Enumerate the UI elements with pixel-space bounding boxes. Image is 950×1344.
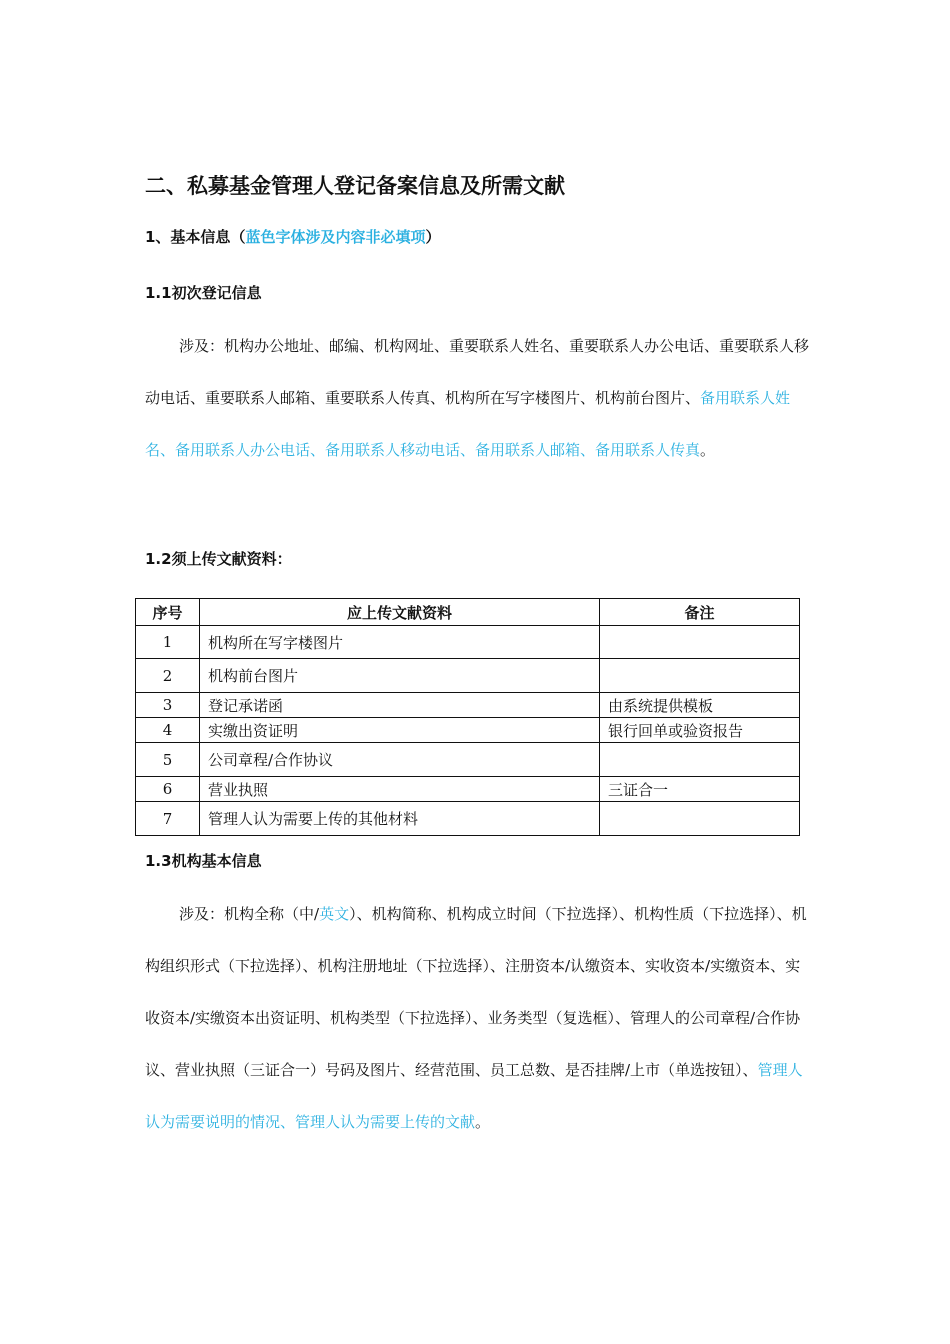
section1-1-title: 1.1初次登记信息 [145,284,262,302]
section1-title-suffix: ） [425,228,441,246]
row-doc: 机构所在写字楼图片 [200,626,600,659]
table-row [136,626,800,659]
table-row [136,777,800,802]
header-no: 序号 [136,599,200,626]
row-doc: 登记承诺函 [200,693,600,718]
section1-3-text-c-blue: 管理人认为需要说明的情况、管理人认为需要上传的文献 [145,1061,803,1131]
row-no: 6 [136,777,200,802]
section1-3-paragraph [145,888,810,1148]
row-no: 1 [136,626,200,659]
table-row [136,659,800,693]
header-note: 备注 [600,599,800,626]
row-doc: 机构前台图片 [200,659,600,693]
row-no: 7 [136,802,200,836]
section1-title [145,226,440,247]
section1-1-text: 涉及：机构办公地址、邮编、机构网址、重要联系人姓名、重要联系人办公电话、重要联系人移动电话、重要联系人邮箱、重要联系人传真、机构所在写字楼图片、机构前台图片、 [145,337,810,407]
upload-documents-table [135,598,800,836]
row-note [600,743,800,777]
row-no: 5 [136,743,200,777]
row-no: 4 [136,718,200,743]
row-no: 3 [136,693,200,718]
section1-1-text-blue: 备用联系人姓名、备用联系人办公电话、备用联系人移动电话、备用联系人邮箱、备用联系人传真 [145,389,791,459]
table-header-row [136,599,800,626]
section1-3-text-a-blue: 英文 [319,905,350,923]
section1-title-prefix: 1、基本信息（ [145,228,246,246]
row-doc: 公司章程/合作协议 [200,743,600,777]
row-note: 三证合一 [600,777,800,802]
table-row [136,743,800,777]
section1-1-text-end: 。 [700,441,716,459]
row-note [600,802,800,836]
row-note [600,659,800,693]
section1-1-paragraph [145,320,810,476]
header-doc: 应上传文献资料 [200,599,600,626]
row-doc: 营业执照 [200,777,600,802]
section1-3-title: 1.3机构基本信息 [145,852,262,870]
row-note: 银行回单或验资报告 [600,718,800,743]
row-no: 2 [136,659,200,693]
section1-3-text-end: 。 [475,1113,491,1131]
section1-3-text-b: ）、机构简称、机构成立时间（下拉选择）、机构性质（下拉选择）、机构组织形式（下拉选择）、机构注册地址（下拉选择）、注册资本/认缴资本、实收资本/实缴资本、实收资本/实缴资本出资证明、机构类型（下拉选择）、业务类型（复选框）、管理人的公司章程/合作协议、营业执照（三证合一）号码及图片、经营范围、员工总数、是否挂牌/上市（单选按钮）、 [145,905,807,1079]
row-doc: 管理人认为需要上传的其他材料 [200,802,600,836]
section1-2-title: 1.2须上传文献资料： [145,550,292,568]
row-note [600,626,800,659]
section1-3-text-a: 涉及：机构全称（中/ [179,905,320,923]
table-row [136,693,800,718]
section1-title-blue: 蓝色字体涉及内容非必填项 [245,228,426,246]
table-row [136,718,800,743]
row-doc: 实缴出资证明 [200,718,600,743]
row-note: 由系统提供模板 [600,693,800,718]
page-heading: 二、私募基金管理人登记备案信息及所需文献 [145,174,565,198]
table-row [136,802,800,836]
